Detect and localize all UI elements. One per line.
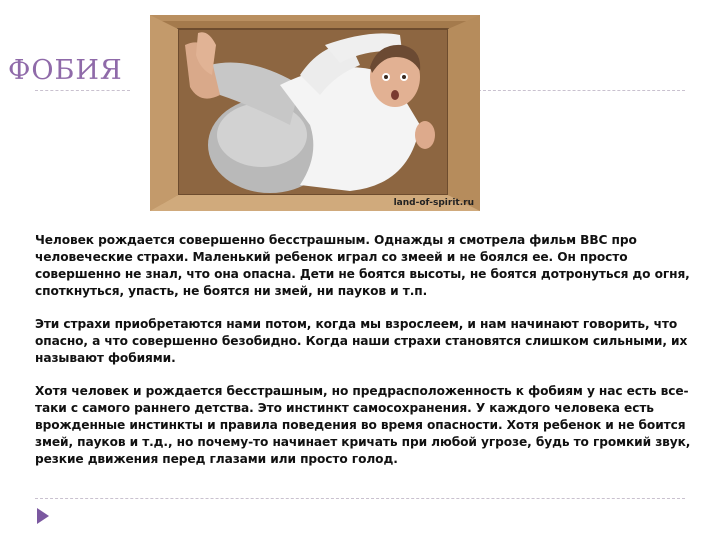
photo-credit: land-of-spirit.ru	[393, 198, 474, 208]
title-underline-left	[35, 90, 130, 91]
title-underline-right	[478, 90, 685, 91]
footer-rule	[35, 498, 685, 499]
slide-title: ФОБИЯ	[8, 55, 123, 86]
body-text	[35, 232, 713, 484]
play-triangle-icon	[36, 507, 50, 525]
person-in-box-photo	[150, 15, 480, 211]
paragraph-1: Человек рождается совершенно бесстрашным. Однажды я смотрела фильм BBC про человеческие страхи. Маленький ребенок играл со змеей и не боялся ее. Он просто совершенно не знал, что она опасна. Дети не боятся высоты, не боятся дотронуться до огня, споткнуться, упасть, не боятся ни змей, ни пауков и т.п.	[35, 233, 690, 298]
paragraph-2: Эти страхи приобретаются нами потом, когда мы взрослеем, и нам начинают говорить, что опасно, а что совершенно безобидно. Когда наши страхи становятся слишком сильными, их называют фобиями.	[35, 317, 688, 365]
paragraph-3: Хотя человек и рождается бесстрашным, но предрасположенность к фобиям у нас есть все-таки с самого раннего детства. Это инстинкт самосохранения. У каждого человека есть врожденные инстинкты и правила поведения во время опасности. Хотя ребенок и не боится змей, пауков и т.д., но почему-то начинает кричать при любой угрозе, будь то громкий звук, резкие движения перед глазами или просто голод.	[35, 384, 691, 466]
person-in-box-illustration	[150, 15, 480, 211]
next-slide-button[interactable]	[36, 507, 50, 529]
